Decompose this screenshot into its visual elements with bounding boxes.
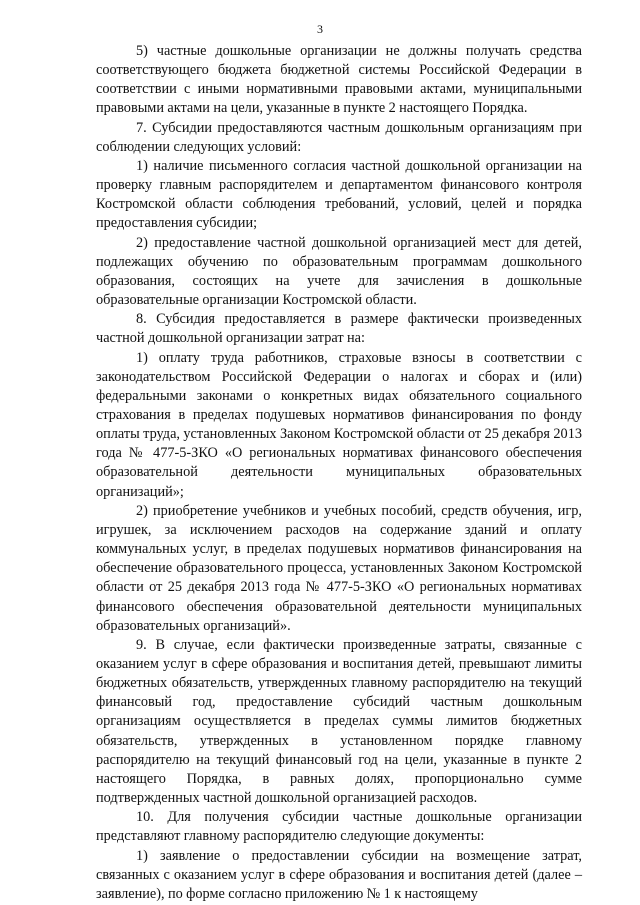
paragraph-clause-8-item-2: 2) приобретение учебников и учебных пособий, средств обучения, игр, игрушек, за исключением расходов на содержание зданий и оплату коммунальных услуг, в пределах подушевых нормативов финансирования на обеспечение образовательного процесса, установленных Законом Костромской области от 25 декабря 2013 года № 477-5-ЗКО «О региональных нормативах финансового обеспечения образовательной деятельности муниципальных образовательных организаций». xyxy=(96,502,582,634)
paragraph-clause-9: 9. В случае, если фактически произведенные затраты, связанные с оказанием услуг в сфере образования и воспитания детей, превышают лимиты бюджетных обязательств, утвержденных главному распорядителю на текущий финансовый год, предоставление субсидий частным дошкольным организациям осуществляется в пределах суммы лимитов бюджетных обязательств, утвержденных в установленном порядке главному распорядителю на текущий финансовый год на цели, указанные в пункте 2 настоящего Порядка, в равных долях, пропорционально сумме подтвержденных частной дошкольной организацией расходов. xyxy=(96,636,582,807)
paragraph-clause-7-item-1: 1) наличие письменного согласия частной дошкольной организации на проверку главным распорядителем и департаментом финансового контроля Костромской области соблюдения требований, условий, целей и порядка предоставления субсидии; xyxy=(96,157,582,232)
document-body xyxy=(96,42,582,904)
page-number: 3 xyxy=(317,22,323,36)
paragraph-clause-10-item-1: 1) заявление о предоставлении субсидии на возмещение затрат, связанных с оказанием услуг в сфере образования и воспитания детей (далее – заявление), по форме согласно приложению № 1 к настоящему xyxy=(96,847,582,902)
paragraph-clause-8: 8. Субсидия предоставляется в размере фактически произведенных частной дошкольной организации затрат на: xyxy=(96,311,582,347)
paragraph-item-5: 5) частные дошкольные организации не должны получать средства соответствующего бюджета бюджетной системы Российской Федерации в соответствии с иными нормативными правовыми актами, муниципальными правовыми актами на цели, указанные в пункте 2 настоящего Порядка. xyxy=(96,43,582,117)
paragraph-clause-8-item-1: 1) оплату труда работников, страховые взносы в соответствии с законодательством Российской Федерации о налогах и сборах и (или) федеральными законами о конкретных видах обязательного социального страхования в пределах подушевых нормативов финансирования по фонду оплаты труда, установленных Законом Костромской области от 25 декабря 2013 года № 477-5-ЗКО «О региональных нормативах финансового обеспечения образовательной деятельности муниципальных образовательных организаций»; xyxy=(96,349,582,500)
paragraph-clause-7: 7. Субсидии предоставляются частным дошкольным организациям при соблюдении следующих условий: xyxy=(96,119,582,155)
paragraph-clause-7-item-2: 2) предоставление частной дошкольной организацией мест для детей, подлежащих обучению по образовательным программам дошкольного образования, состоящих на учете для зачисления в дошкольные образовательные организации Костромской области. xyxy=(96,234,582,309)
paragraph-clause-10: 10. Для получения субсидии частные дошкольные организации представляют главному распорядителю следующие документы: xyxy=(96,809,582,845)
